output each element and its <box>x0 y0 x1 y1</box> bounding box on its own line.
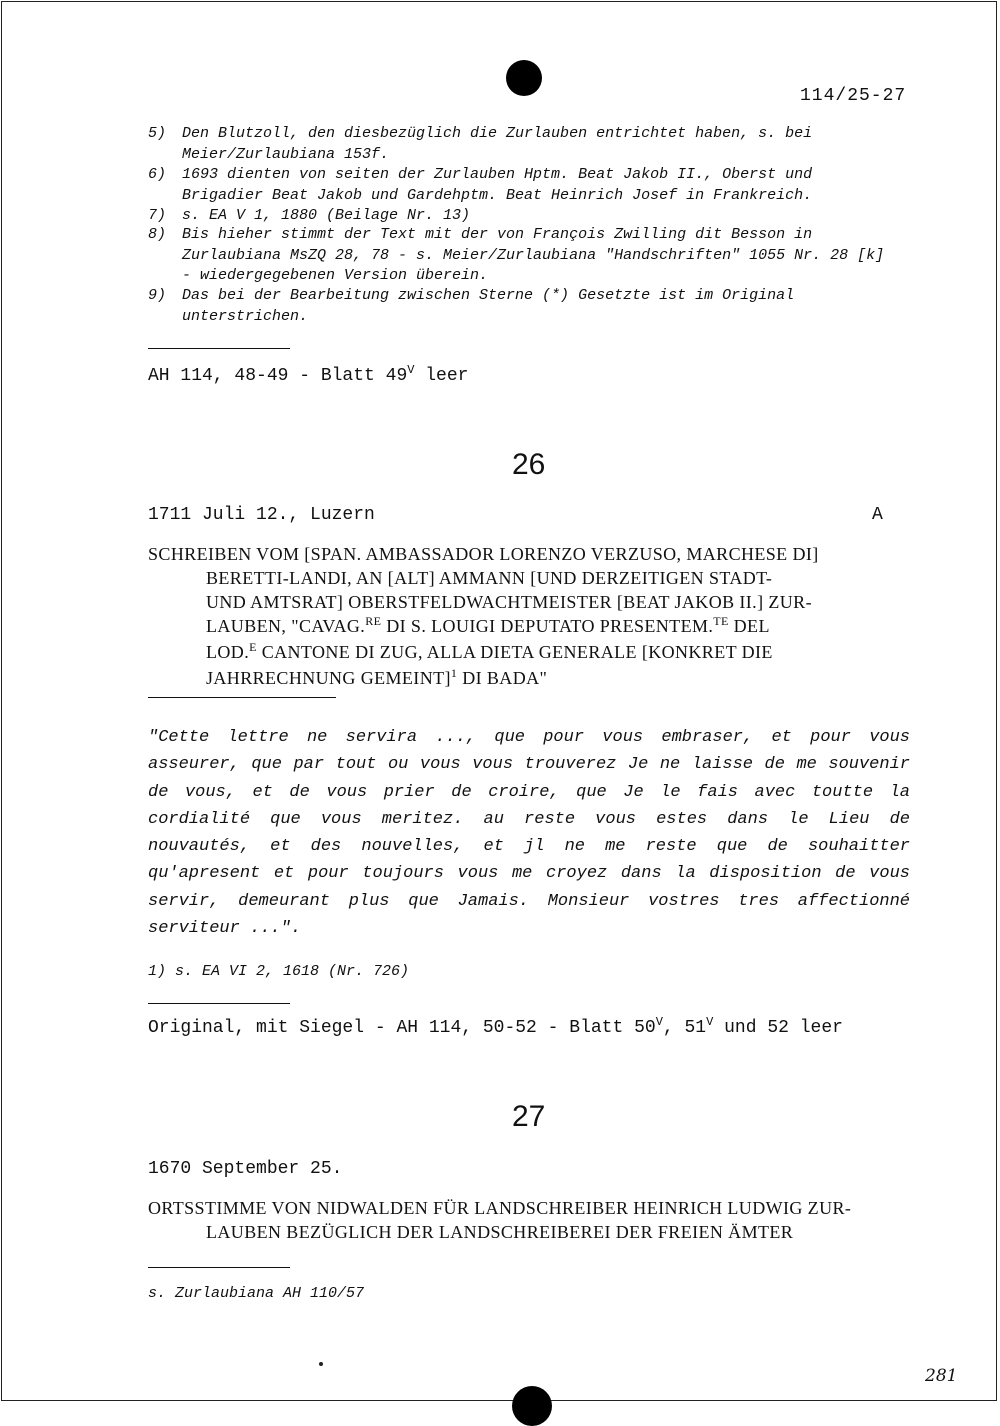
separator-rule <box>148 1267 290 1268</box>
punch-hole-bottom <box>512 1386 552 1426</box>
document-title-26: SCHREIBEN VOM [SPAN. AMBASSADOR LORENZO VERZUSO, MARCHESE DI] BERETTI-LANDI, AN [ALT] AMMANN [UND DERZEITIGEN STADT- UND AMTSRAT] OBERSTFELDWACHTMEISTER [BEAT JAKOB II.] ZUR- LAUBEN, "CAVAG.$^{RE}$ DI S. LOUIGI DEPUTATO PRESENTEM.$^{TE}$ DEL LOD.$^E$ CANTONE DI ZUG, ALLA DIETA GENERALE [KONKRET DIE JAHRRECHNUNG GEMEINT]$^1$ DI BADA" <box>148 544 819 688</box>
separator-rule <box>148 697 336 698</box>
document-marker-26: A <box>872 505 883 525</box>
footnote-8: 8) Bis hieher stimmt der Text mit der von François Zwilling dit Besson in Zurlaubiana MsZQ 28, 78 - s. Meier/Zurlaubiana "Handschriften" 1055 Nr. 28 [k] - wiedergegebenen Version überein. <box>148 226 885 284</box>
source-note-26: Original, mit Siegel - AH 114, 50-52 - Blatt $50^V$, $51^V$ und 52 leer <box>148 1015 843 1038</box>
document-date-27: 1670 September 25. <box>148 1159 343 1179</box>
source-note-25: AH 114, 48-49 - Blatt $49^V$ leer <box>148 363 469 386</box>
document-date-26: 1711 Juli 12., Luzern <box>148 505 375 525</box>
footnote-7: 7) s. EA V 1, 1880 (Beilage Nr. 13) <box>148 207 471 224</box>
page-number: 114/25-27 <box>800 86 907 106</box>
document-title-27: ORTSSTIMME VON NIDWALDEN FÜR LANDSCHREIBER HEINRICH LUDWIG ZUR- LAUBEN BEZÜGLICH DER LANDSCHREIBEREI DER FREIEN ÄMTER <box>148 1198 852 1242</box>
footnote-26-1: 1) s. EA VI 2, 1618 (Nr. 726) <box>148 963 410 980</box>
punch-hole <box>506 60 542 96</box>
separator-rule <box>148 1003 290 1004</box>
document-number-26: 26 <box>512 448 546 481</box>
footnote-5: 5) Den Blutzoll, den diesbezüglich die Zurlauben entrichtet haben, s. bei Meier/Zurlaubiana 153f. <box>148 125 813 163</box>
speck <box>319 1362 323 1366</box>
document-number-27: 27 <box>512 1100 546 1133</box>
separator-rule <box>148 348 290 349</box>
reference-27: s. Zurlaubiana AH 110/57 <box>148 1285 365 1302</box>
letter-excerpt-26: "Cette lettre ne servira ..., que pour vous embraser, et pour vous asseurer, que par tout ou vous vous trouverez Je ne laisse de me souvenir de vous, et de vous prier de croire, que Je le fais avec toutte la cordialité que vous meritez. au reste vous estes dans le Lieu de nouvautés, et des nouvelles, et jl ne me reste que de souhaitter qu'apresent et pour toujours vous me croyez dans la disposition de vous servir, demeurant plus que Jamais. Monsieur vostres tres affectionné serviteur ...". <box>148 728 910 939</box>
handwritten-page-mark: 281 <box>925 1366 958 1386</box>
footnote-9: 9) Das bei der Bearbeitung zwischen Sterne (*) Gesetzte ist im Original unterstrichen. <box>148 287 795 325</box>
footnote-6: 6) 1693 dienten von seiten der Zurlauben Hptm. Beat Jakob II., Oberst und Brigadier Beat Jakob und Gardehptm. Beat Heinrich Josef in Frankreich. <box>148 166 813 204</box>
